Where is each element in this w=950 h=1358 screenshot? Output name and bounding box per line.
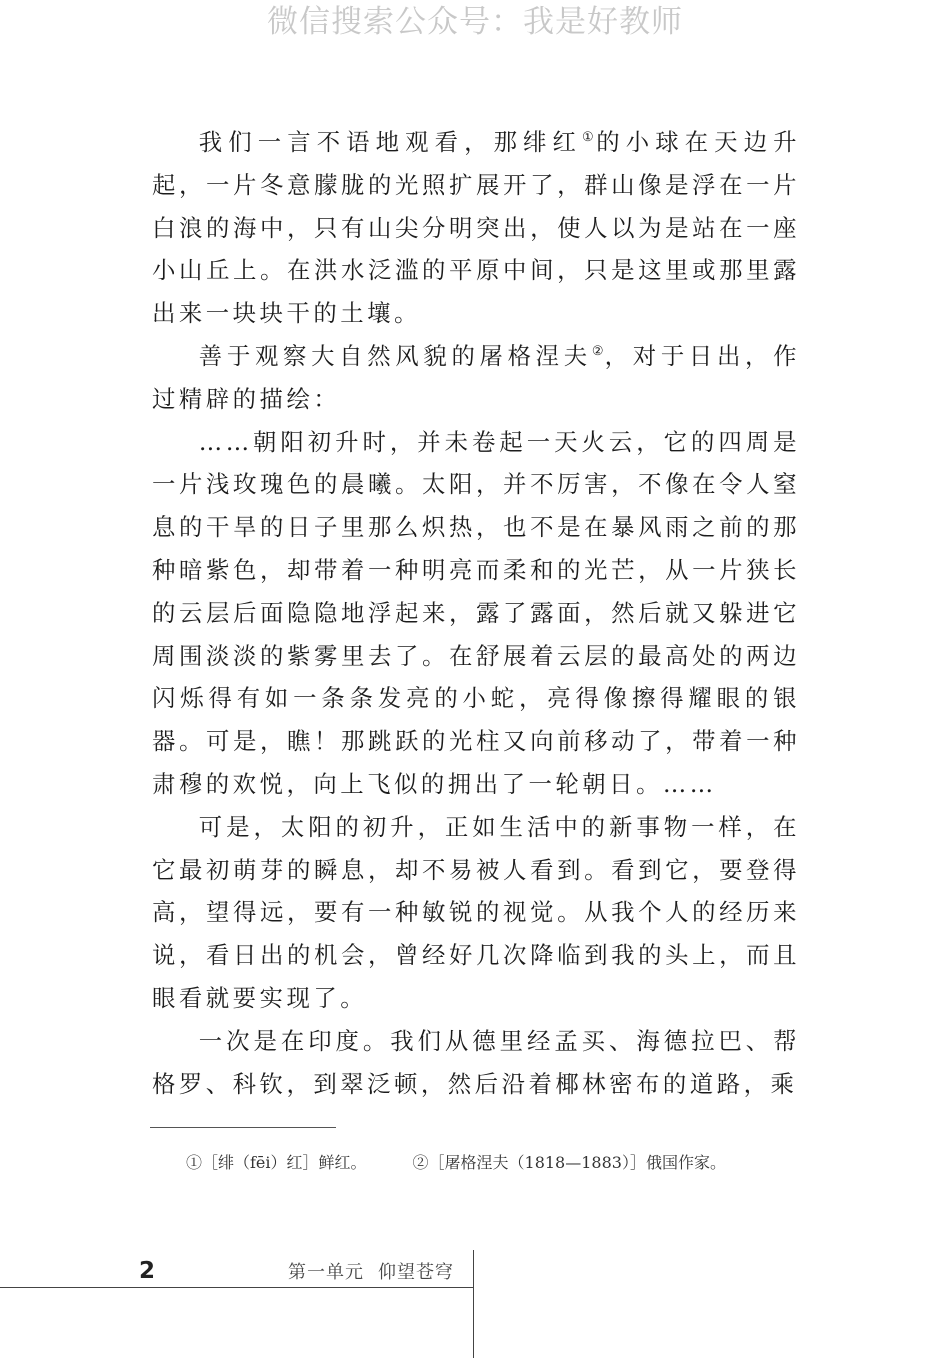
paragraph: 一次是在印度。我们从德里经孟买、海德拉巴、帮格罗、科钦，到翠泛顿，然后沿着椰林密布的道路，乘 xyxy=(152,1026,800,1098)
paragraph: 善于观察大自然风貌的屠格涅夫②，对于日出，作过精辟的描绘： xyxy=(152,341,801,413)
footnote-1: ①［绯（fēi）红］鲜红。 xyxy=(186,1153,367,1172)
paragraph: 可是，太阳的初升，正如生活中的新事物一样，在它最初萌芽的瞬息，却不易被人看到。看到它，要登得高，望得远，要有一种敏锐的视觉。从我个人的经历来说，看日出的机会，曾经好几次降临到我的头上，而且眼看就要实现了。 xyxy=(152,812,800,1012)
unit-title: 仰望苍穹 xyxy=(378,1262,454,1283)
footnote-2: ②［屠格涅夫（1818—1883）］俄国作家。 xyxy=(412,1153,726,1172)
footer-vertical-rule xyxy=(473,1250,474,1358)
footnote-ref: ② xyxy=(591,344,605,360)
quote-paragraph: ……朝阳初升时，并未卷起一天火云，它的四周是一片浅玫瑰色的晨曦。太阳，并不厉害，不像在令人窒息的干旱的日子里那么炽热，也不是在暴风雨之前的那种暗紫色，却带着一种明亮而柔和的光芒，从一片狭长的云层后面隐隐地浮起来，露了露面，然后就又躲进它周围淡淡的紫雾里去了。在舒展着云层的最高处的两边闪烁得有如一条条发亮的小蛇，亮得像擦得耀眼的银器。可是，瞧！那跳跃的光柱又向前移动了，带着一种肃穆的欢悦，向上飞似的拥出了一轮朝日。…… xyxy=(152,427,800,798)
unit-number: 第一单元 xyxy=(288,1262,364,1283)
page-number: 2 xyxy=(139,1258,156,1284)
footnote-ref: ① xyxy=(582,130,597,146)
unit-label xyxy=(288,1258,454,1284)
paragraph: 我们一言不语地观看，那绯红①的小球在天边升起，一片冬意朦胧的光照扩展开了，群山像是浮在一片白浪的海中，只有山尖分明突出，使人以为是站在一座小山丘上。在洪水泛滥的平原中间，只是这里或那里露出来一块块干的土壤。 xyxy=(152,128,801,328)
footnotes xyxy=(186,1150,826,1176)
article-body xyxy=(152,121,800,1105)
footnote-divider xyxy=(150,1127,336,1128)
footer-rule xyxy=(0,1287,474,1288)
watermark: 微信搜索公众号：我是好教师 xyxy=(267,4,683,40)
